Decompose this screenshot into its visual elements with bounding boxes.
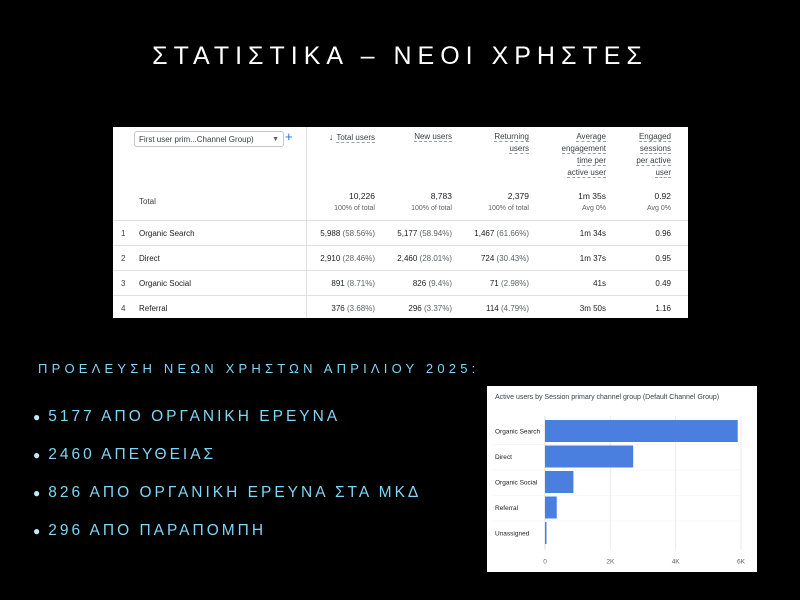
bar <box>545 446 633 468</box>
cell-percent: (4.79%) <box>500 304 529 313</box>
total-subtext: Avg 0% <box>647 205 671 212</box>
bullet-item <box>33 518 421 556</box>
x-tick-label: 4K <box>671 558 680 566</box>
bullet-dot-icon: ● <box>33 486 44 500</box>
column-header-label: Engaged <box>638 132 671 141</box>
row-index: 1 <box>121 229 126 238</box>
x-tick-label: 2K <box>606 558 615 566</box>
column-header-label: sessions <box>639 144 671 153</box>
column-header-label: Average <box>576 132 606 141</box>
column-header[interactable] <box>536 131 606 179</box>
bar <box>545 497 557 519</box>
chevron-down-icon: ▼ <box>272 135 279 143</box>
bullet-dot-icon: ● <box>33 448 44 462</box>
channel-name[interactable]: Organic Search <box>139 229 195 238</box>
row-index: 2 <box>121 254 126 263</box>
column-header-label: time per <box>577 156 606 165</box>
row-index: 3 <box>121 279 126 288</box>
cell-value: 1,467 <box>474 229 495 238</box>
total-subtext: Avg 0% <box>582 205 606 212</box>
cell-percent: (58.94%) <box>419 229 452 238</box>
cell-value: 5,988 <box>320 229 341 238</box>
total-subtext: 100% of total <box>334 205 375 212</box>
total-value: 10,226 <box>349 191 375 201</box>
category-label: Unassigned <box>495 530 530 538</box>
row-divider <box>113 245 688 246</box>
channel-name[interactable]: Referral <box>139 304 168 313</box>
total-subtext: 100% of total <box>411 205 452 212</box>
bullet-text: 296 ΑΠΟ ΠΑΡΑΠΟΜΠΗ <box>48 522 267 539</box>
cell-value: 0.49 <box>655 279 671 288</box>
column-header[interactable] <box>459 131 529 155</box>
total-label: Total <box>139 197 156 206</box>
analytics-table <box>113 127 688 318</box>
channel-name[interactable]: Organic Social <box>139 279 192 288</box>
cell-percent: (58.56%) <box>342 229 375 238</box>
arrow-down-icon: ↓ <box>328 132 334 142</box>
bar <box>545 471 573 493</box>
column-header-label: New users <box>414 132 452 141</box>
cell-value: 724 <box>480 254 495 263</box>
channel-name[interactable]: Direct <box>139 254 160 263</box>
category-label: Organic Search <box>495 428 541 436</box>
total-value: 8,783 <box>430 191 452 201</box>
cell-value: 3m 50s <box>579 304 606 313</box>
table-cell <box>571 254 671 263</box>
chart-title: Active users by Session primary channel group (Default Channel Group) <box>495 394 720 401</box>
cell-value: 826 <box>412 279 427 288</box>
cell-percent: (2.98%) <box>500 279 529 288</box>
x-tick-label: 0 <box>543 558 547 566</box>
table-cell <box>571 304 671 313</box>
x-tick-label: 6K <box>737 558 745 566</box>
cell-value: 376 <box>331 304 345 313</box>
row-divider <box>113 220 688 221</box>
category-label: Direct <box>495 454 512 461</box>
bar-chart-card <box>487 386 757 572</box>
bullet-item <box>33 404 421 442</box>
cell-value: 296 <box>408 304 422 313</box>
cell-percent: (9.4%) <box>428 279 452 288</box>
row-divider <box>113 295 688 296</box>
table-cell <box>571 279 671 288</box>
column-header[interactable] <box>601 131 671 179</box>
bullet-text: 826 ΑΠΟ ΟΡΓΑΝΙΚΗ ΕΡΕΥΝΑ ΣΤΑ ΜΚΔ <box>48 484 422 501</box>
total-value: 1m 35s <box>578 191 606 201</box>
dimension-select[interactable] <box>134 131 284 147</box>
category-label: Referral <box>495 505 519 512</box>
cell-percent: (28.01%) <box>419 254 452 263</box>
add-dimension-button[interactable]: + <box>285 129 293 144</box>
cell-percent: (30.43%) <box>496 254 529 263</box>
bullet-dot-icon: ● <box>33 410 44 424</box>
cell-value: 0.96 <box>655 229 671 238</box>
category-label: Organic Social <box>495 479 538 487</box>
column-header[interactable] <box>305 131 375 144</box>
cell-percent: (8.71%) <box>346 279 375 288</box>
column-header-label: users <box>509 144 529 153</box>
cell-value: 2,910 <box>320 254 341 263</box>
bar <box>545 522 547 544</box>
cell-value: 71 <box>489 279 499 288</box>
cell-percent: (61.66%) <box>496 229 529 238</box>
column-header[interactable] <box>382 131 452 143</box>
bullet-text: 5177 ΑΠΟ ΟΡΓΑΝΙΚΗ ΕΡΕΥΝΑ <box>48 408 341 425</box>
bullet-dot-icon: ● <box>33 524 44 538</box>
cell-percent: (3.37%) <box>423 304 452 313</box>
column-header-label: Total users <box>336 133 375 142</box>
row-divider <box>113 270 688 271</box>
dimension-select-label: First user prim...Channel Group) <box>139 134 254 144</box>
cell-value: 1m 34s <box>579 229 606 238</box>
cell-value: 1.16 <box>655 304 671 313</box>
bullet-list <box>33 404 421 556</box>
total-value: 2,379 <box>507 191 529 201</box>
slide-title: ΣΤΑΤΙΣΤΙΚΑ – ΝΕΟΙ ΧΡΗΣΤΕΣ <box>152 42 648 70</box>
cell-percent: (3.68%) <box>346 304 375 313</box>
column-header-label: active user <box>567 168 606 177</box>
cell-value: 0.95 <box>655 254 671 263</box>
cell-value: 2,460 <box>397 254 418 263</box>
bar-chart <box>487 386 757 572</box>
table-cell <box>571 229 671 238</box>
cell-value: 41s <box>593 279 606 288</box>
column-divider <box>306 127 307 318</box>
row-index: 4 <box>121 304 126 313</box>
bar <box>545 420 738 442</box>
column-header-label: Returning <box>494 132 529 141</box>
cell-value: 1m 37s <box>579 254 606 263</box>
cell-value: 5,177 <box>397 229 418 238</box>
cell-value: 891 <box>331 279 345 288</box>
column-header-label: user <box>655 168 671 177</box>
total-subtext: 100% of total <box>488 205 529 212</box>
section-title: ΠΡΟΕΛΕΥΣΗ ΝΕΩΝ ΧΡΗΣΤΩΝ ΑΠΡΙΛΙΟΥ 2025: <box>38 361 480 376</box>
cell-value: 114 <box>485 304 499 313</box>
total-value: 0.92 <box>654 191 671 201</box>
bullet-item <box>33 442 421 480</box>
cell-percent: (28.46%) <box>342 254 375 263</box>
column-header-label: engagement <box>561 144 606 153</box>
bullet-text: 2460 ΑΠΕΥΘΕΙΑΣ <box>48 446 217 463</box>
bullet-item <box>33 480 421 518</box>
column-header-label: per active <box>636 156 671 165</box>
